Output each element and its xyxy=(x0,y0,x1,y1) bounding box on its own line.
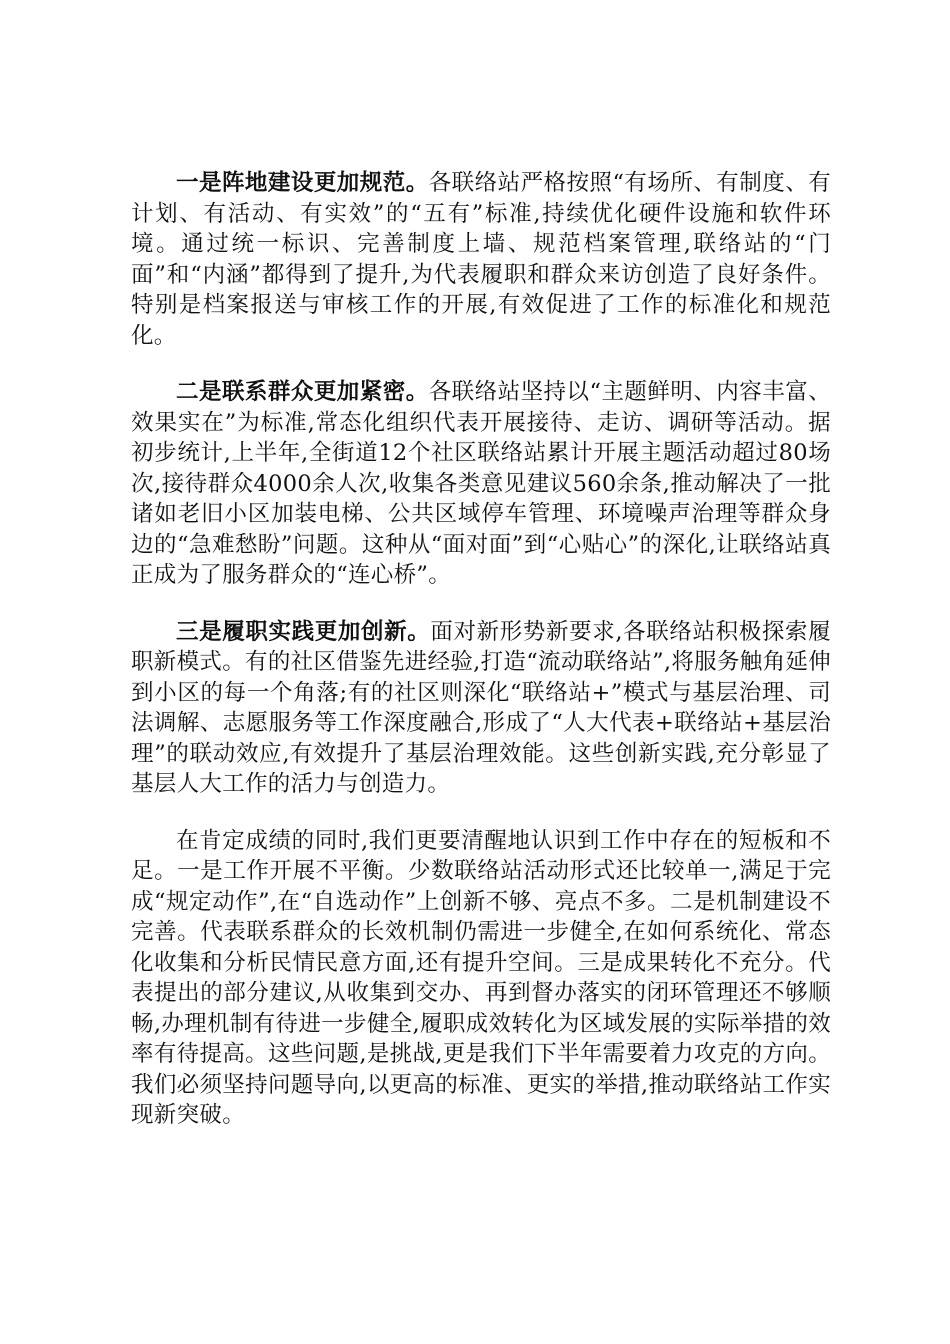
paragraph-position-building xyxy=(131,168,831,351)
paragraph-text: 各联络站严格按照“有场所、有制度、有计划、有活动、有实效”的“五有”标准,持续优化硬件设施和软件环境。通过统一标识、完善制度上墙、规范档案管理,联络站的“门面”和“内涵”都得到了提升,为代表履职和群众来访创造了良好条件。特别是档案报送与审核工作的开展,有效促进了工作的标准化和规范化。 xyxy=(131,170,831,349)
paragraph-lead: 二是联系群众更加紧密。 xyxy=(176,379,429,405)
paragraph-lead: 一是阵地建设更加规范。 xyxy=(176,170,429,196)
paragraph-lead: 三是履职实践更加创新。 xyxy=(176,618,431,645)
paragraph-text: 各联络站坚持以“主题鲜明、内容丰富、效果实在”为标准,常态化组织代表开展接待、走访、调研等活动。据初步统计,上半年,全街道12个社区联络站累计开展主题活动超过80场次,接待群众4000余人次,收集各类意见建议560余条,推动解决了一批诸如老旧小区加装电梯、公共区域停车管理、环境噪声治理等群众身边的“急难愁盼”问题。这种从“面对面”到“心贴心”的深化,让联络站真正成为了服务群众的“连心桥”。 xyxy=(131,379,831,588)
paragraph-contact-masses xyxy=(131,377,831,591)
paragraph-practice-innovation xyxy=(131,617,831,800)
paragraph-shortcomings xyxy=(131,826,831,1131)
paragraph-text: 在肯定成绩的同时,我们更要清醒地认识到工作中存在的短板和不足。一是工作开展不平衡。少数联络站活动形式还比较单一,满足于完成“规定动作”,在“自选动作”上创新不够、亮点不多。二是机制建设不完善。代表联系群众的长效机制仍需进一步健全,在如何系统化、常态化收集和分析民情民意方面,还有提升空间。三是成果转化不充分。代表提出的部分建议,从收集到交办、再到督办落实的闭环管理还不够顺畅,办理机制有待进一步健全,履职成效转化为区域发展的实际举措的效率有待提高。这些问题,是挑战,更是我们下半年需要着力攻克的方向。我们必须坚持问题导向,以更高的标准、更实的举措,推动联络站工作实现新突破。 xyxy=(131,827,831,1128)
paragraph-text: 面对新形势新要求,各联络站积极探索履职新模式。有的社区借鉴先进经验,打造“流动联络站”,将服务触角延伸到小区的每一个角落;有的社区则深化“联络站+”模式与基层治理、司法调解、志愿服务等工作深度融合,形成了“人大代表+联络站+基层治理”的联动效应,有效提升了基层治理效能。这些创新实践,充分彰显了基层人大工作的活力与创造力。 xyxy=(131,618,831,797)
document-body xyxy=(131,168,831,1131)
